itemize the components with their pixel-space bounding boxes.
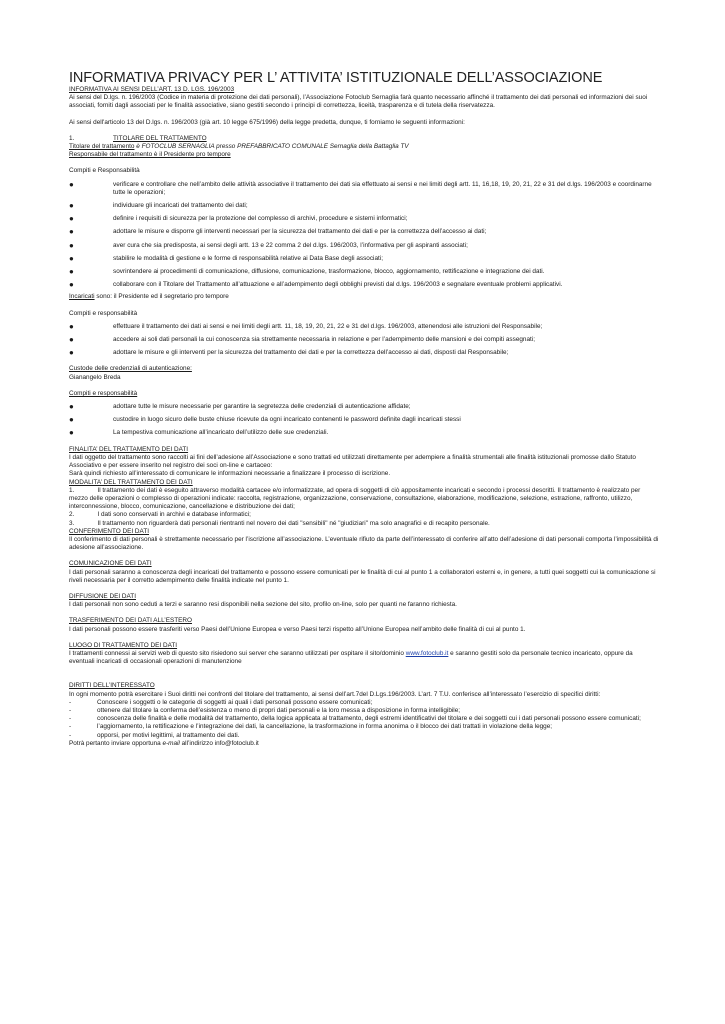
incaricati-value: sono: il Presidente ed il segretario pro tempore [94, 293, 229, 301]
list-item: ● collaborare con il Titolare del Trattamento all’attuazione e all’adempimento degli obblighi previsti dal d.lgs. 196/2003 e segnalare eventuale problemi applicativi. [69, 280, 563, 290]
list-item: ● definire i requisiti di sicurezza per la protezione del complesso di archivi, procedure e sistemi informatici; [69, 214, 408, 224]
list-item: - opporsi, per motivi legittimi, al trattamento dei dati. [69, 731, 240, 739]
list-item: 1. Il trattamento dei dati è eseguito attraverso modalità cartacee e/o informatizzate, ad opera di soggetti di ciò appositamente incaricati e secondo i processi descritti. Il trattamento è realizzato per mezzo delle operazioni o complesso di operazioni indicate: raccolta, registrazione, organizzazione, conservazione, consultazione, elaborazione, modificazione, selezione, estrazione, raffronto, utilizzo, interconnessione, blocco, comunicazione, cancellazione e distribuzione dei dati; [69, 486, 641, 511]
compiti-list-2 [69, 323, 659, 358]
closing-line: Potrà pertanto inviare opportuna e-mail all’indirizzo info@fotoclub.it [69, 739, 259, 747]
conferimento-text: Il conferimento di dati personali è strettamente necessario per l’iscrizione all’associazione. L’eventuale rifiuto da parte dell’interessato di conferire all’atto dell’adesione di dati personali comporta l’impossibilità di adesione all’associazione. [69, 535, 659, 552]
bullet-icon: ● [69, 240, 74, 250]
list-item: ● adottare le misure e gli interventi per la sicurezza del trattamento dei dati e per la correttezza dell’accesso ai dati, disposti dal Responsabile; [69, 348, 509, 358]
finalita-text-2: Sarà quindi richiesto all’interessato di comunicare le informazioni necessarie a finalizzare il processo di iscrizione. [69, 470, 391, 478]
list-item: ● verificare e controllare che nell’ambito delle attività associative il trattamento dei dati sia effettuato ai sensi e nei limiti degli artt. 11, 16,18, 19, 20, 21, 22 e 31 del d.lgs. 196/2003 e coordinarne tutte le operazioni; [69, 179, 652, 196]
responsabile-line: Responsabile del trattamento è il Presidente pro tempore [69, 151, 231, 159]
section-heading: TITOLARE DEL TRATTAMENTO [113, 134, 207, 142]
list-item: ● La tempestiva comunicazione all’incaricato dell’utilizzo delle sue credenziali. [69, 428, 329, 438]
finalita-text: I dati oggetto del trattamento sono raccolti ai fini dell’adesione all’Associazione e sono trattati ed utilizzati direttamente per adempiere a finalità strumentali alle finalità istituzionali promosse dallo Statuto Associativo e per essere inserito nel registro dei soci on-line e cartaceo: [69, 453, 636, 470]
bullet-icon: ● [69, 179, 74, 189]
comunicazione-text: I dati personali saranno a conoscenza degli incaricati del trattamento e possono essere comunicati per le finalità di cui al punto 1 a collaboratori esterni e, in genere, a tutti quei soggetti cui la comunicazione si riveli necessaria per il corretto adempimento delle finalità indicate nel punto 1. [69, 568, 656, 584]
list-item: - l’aggiornamento, la rettificazione e l’integrazione dei dati, la cancellazione, la trasformazione in forma anonima o il blocco dei dati trattati in violazione della legge; [69, 723, 553, 731]
compiti-heading-3: Compiti e responsabilità [69, 389, 138, 397]
intro-paragraph: Ai sensi del D.lgs. n. 196/2003 (Codice in materia di protezione dei dati personali), l’Associazione Fotoclub Sernaglia farà quanto necessario affinché il trattamento dei dati personali ed informazioni dei suoi associati, forniti dagli associati per le finalità associative, siano gestiti secondo i principi di correttezza, liceità, trasparenza e di tutela della riservatezza. [69, 94, 648, 110]
list-item: ● adottare le misure e disporre gli interventi necessari per la sicurezza del trattamento dei dati e per la correttezza dell’accesso ai dati; [69, 227, 487, 237]
intro-paragraph-2: Ai sensi dell'articolo 13 del D.lgs. n. 196/2003 (già art. 10 legge 675/1996) della legge predetta, dunque, ti forniamo le seguenti informazioni: [69, 118, 465, 126]
titolare-label: Titolare del trattamento [69, 143, 135, 151]
bullet-icon: ● [69, 201, 74, 211]
document-title: INFORMATIVA PRIVACY PER L’ ATTIVITA’ ISTITUZIONALE DELL’ASSOCIAZIONE [69, 70, 603, 86]
section-number: 1. [69, 134, 75, 142]
conferimento-heading: CONFERIMENTO DEI DATI [69, 527, 150, 535]
diffusione-text: I dati personali non sono ceduti a terzi e saranno resi disponibili nella sezione del sito, profilo on-line, solo per quanti ne faranno richiesta. [69, 601, 457, 609]
compiti-list-3 [69, 403, 659, 438]
compiti-heading-1: Compiti e Responsabilità [69, 167, 140, 175]
list-item: 2. I dati sono conservati in archivi e database informatici; [69, 511, 251, 519]
bullet-icon: ● [69, 280, 74, 290]
compiti-list-1 [69, 181, 659, 290]
finalita-heading: FINALITA’ DEL TRATTAMENTO DEI DATI [69, 445, 189, 453]
list-item: ● aver cura che sia predisposta, ai sensi degli artt. 13 e 22 comma 2 del d.lgs. 196/2003, l’informativa per gli aspiranti associati; [69, 240, 468, 250]
incaricati-line [69, 293, 659, 301]
titolare-value: è FOTOCLUB SERNAGLIA presso PREFABBRICATO COMUNALE Sernaglia della Battaglia TV [134, 143, 409, 151]
compiti-heading-2: Compiti e responsabilità [69, 309, 138, 317]
bullet-icon: ● [69, 253, 74, 263]
bullet-icon: ● [69, 321, 74, 331]
titolare-line [69, 143, 659, 151]
document-page [69, 70, 659, 748]
document-subtitle: INFORMATIVA AI SENSI DELL’ART. 13 D. LGS. 196/2003 [69, 86, 235, 93]
custode-heading: Custode delle credenziali di autenticazione: [69, 365, 192, 373]
list-item: - Conoscere i soggetti o le categorie di soggetti ai quali i dati personali possono essere comunicati; [69, 698, 373, 706]
bullet-icon: ● [69, 227, 74, 237]
list-item: ● custodire in luogo sicuro delle buste chiuse ricevute da ogni incaricato contenenti le password definite dagli incaricati stessi [69, 415, 461, 425]
list-item: - conoscenza delle finalità e delle modalità del trattamento, della logica applicata al trattamento, degli estremi identificativi del titolare e dei soggetti cui i dati personali possono essere comunicati; [69, 715, 641, 723]
diritti-list [69, 699, 659, 740]
incaricati-label: Incaricati [69, 293, 95, 301]
section-titolare-heading [69, 135, 659, 143]
bullet-icon: ● [69, 402, 74, 412]
list-item: ● stabilire le modalità di gestione e le forme di responsabilità relative ai Data Base degli associati; [69, 253, 383, 263]
bullet-icon: ● [69, 415, 74, 425]
list-item: ● sovrintendere ai procedimenti di comunicazione, diffusione, comunicazione, trasformazione, blocco, aggiornamento, rettificazione e integrazione dei dati. [69, 267, 545, 277]
list-item: ● adottare tutte le misure necessarie per garantire la segretezza delle credenziali di autenticazione affidate; [69, 402, 411, 412]
bullet-icon: ● [69, 335, 74, 345]
diritti-heading: DIRITTI DELL’INTERESSATO [69, 682, 155, 690]
bullet-icon: ● [69, 348, 74, 358]
diritti-text: In ogni momento potrà esercitare i Suoi diritti nei confronti del titolare del trattamento, ai sensi dell’art.7del D.Lgs.196/2003. L’art. 7 T.U. conferisce all’interessato l’esercizio di specifici diritti: [69, 690, 601, 698]
bullet-icon: ● [69, 267, 74, 277]
list-item: ● individuare gli incaricati del trattamento dei dati; [69, 201, 248, 211]
diffusione-heading: DIFFUSIONE DEI DATI [69, 592, 136, 600]
trasferimento-heading: TRASFERIMENTO DEI DATI ALL’ESTERO [69, 617, 192, 625]
list-item: 3. Il trattamento non riguarderà dati personali rientranti nel novero dei dati "sensibili" né "giudiziari" ma solo anagrafici e di recapito personale. [69, 519, 490, 527]
list-item: ● accedere ai soli dati personali la cui conoscenza sia strettamente necessaria in relazione e per l’adempimento delle mansioni e dei compiti assegnati; [69, 335, 536, 345]
bullet-icon: ● [69, 214, 74, 224]
modalita-heading: MODALITA’ DEL TRATTAMENTO DEI DATI [69, 478, 193, 486]
bullet-icon: ● [69, 428, 74, 438]
list-item: ● effettuare il trattamento dei dati ai sensi e nei limiti degli artt. 11, 18, 19, 20, 21, 22 e 31 del d.lgs. 196/2003, attenendosi alle istruzioni del Responsabile; [69, 321, 543, 331]
luogo-text: I trattamenti connessi ai servizi web di questo sito risiedono sui server che saranno utilizzati per ospitare il sito/dominio www.fotoclub.it e saranno gestiti solo da personale tecnico incaricato, oppure da eventuali incaricati di occasionali operazioni di manutenzione [69, 649, 633, 666]
site-link[interactable]: www.fotoclub.it [405, 649, 449, 657]
custode-name: Gianangelo Breda [69, 373, 121, 381]
list-item: - ottenere dal titolare la conferma dell’esistenza o meno di propri dati personali e la loro messa a disposizione in forma intelligibile; [69, 706, 461, 714]
modalita-list [69, 487, 659, 528]
trasferimento-text: I dati personali possono essere trasferiti verso Paesi dell’Unione Europea e verso Paesi terzi rispetto all’Unione Europea nell’ambito delle finalità di cui al punto 1. [69, 625, 526, 633]
luogo-heading: LUOGO DI TRATTAMENTO DEI DATI [69, 641, 178, 649]
comunicazione-heading: COMUNICAZIONE DEI DATI [69, 560, 152, 568]
